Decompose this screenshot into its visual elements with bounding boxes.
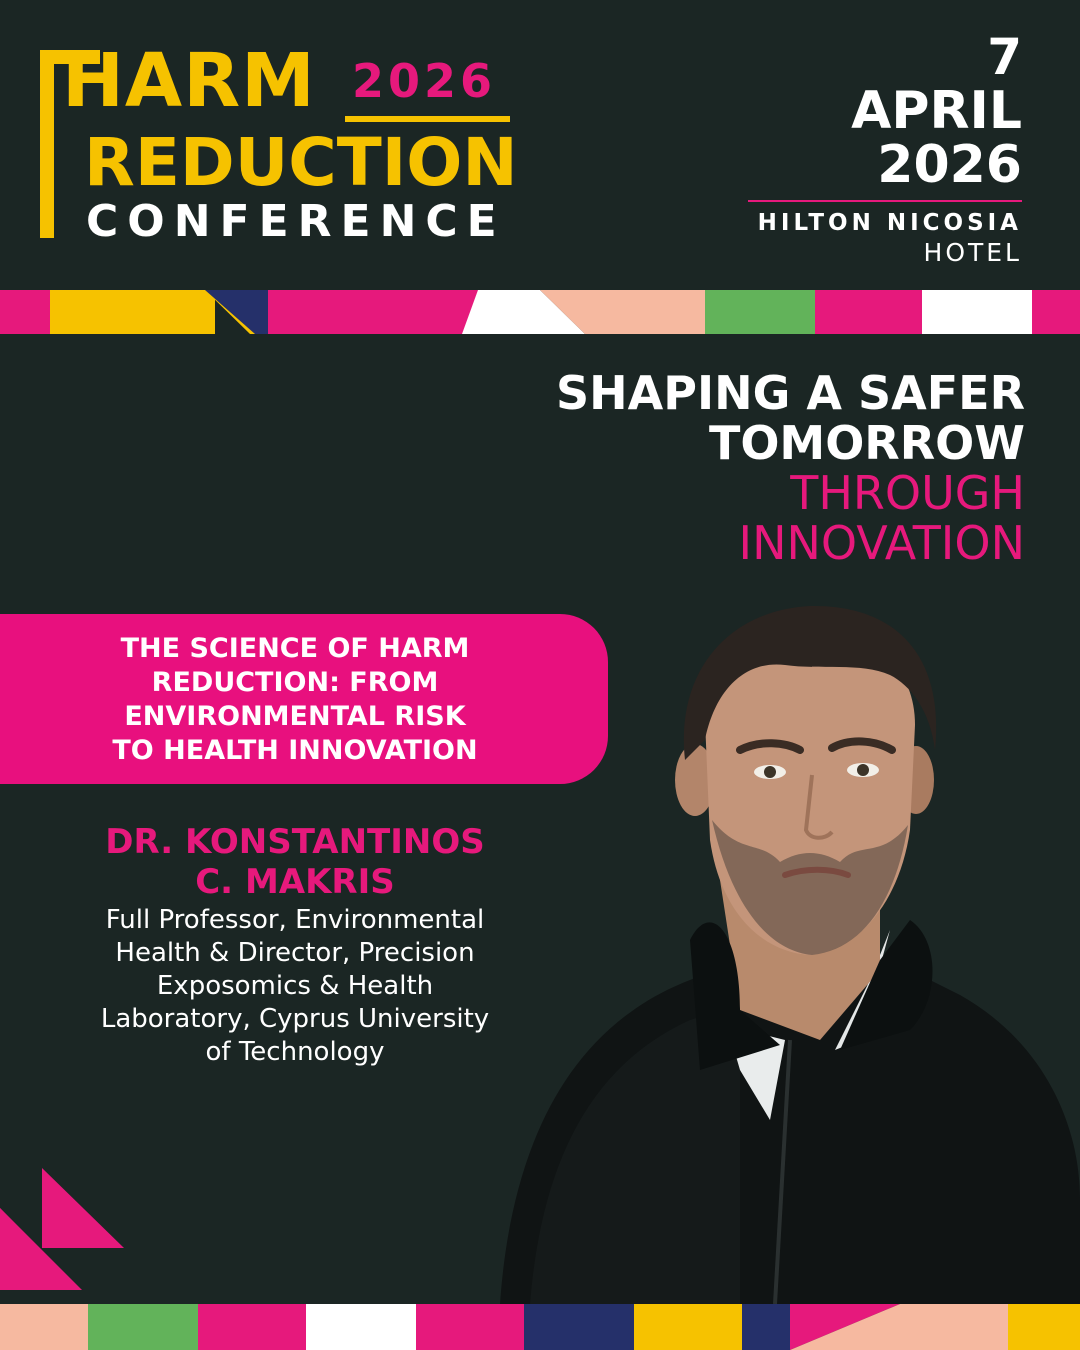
- speaker-info: [0, 822, 590, 1069]
- tagline-line-3: THROUGH: [790, 466, 1025, 520]
- event-date: [851, 28, 1022, 195]
- session-title-line: TO HEALTH INNOVATION: [112, 735, 478, 766]
- logo-word-harm: HARM: [62, 38, 316, 124]
- tagline-line-4: INNOVATION: [738, 516, 1025, 570]
- speaker-name-line-2: C. MAKRIS: [195, 862, 395, 902]
- session-title-line: ENVIRONMENTAL RISK: [124, 701, 466, 732]
- speaker-role: [0, 904, 590, 1069]
- speaker-role-line: of Technology: [205, 1037, 385, 1067]
- stripe-bottom-graphic: [0, 1304, 1080, 1350]
- session-title-banner: [0, 614, 608, 784]
- speaker-role-line: Exposomics & Health: [156, 971, 434, 1001]
- speaker-name: [0, 822, 590, 902]
- logo-word-reduction: REDUCTION: [84, 124, 518, 201]
- speaker-name-line-1: DR. KONSTANTINOS: [105, 822, 485, 862]
- logo-bracket-vertical: [40, 50, 54, 238]
- color-stripe-top: [0, 290, 1080, 334]
- speaker-role-line: Health & Director, Precision: [115, 938, 475, 968]
- session-title-line: THE SCIENCE OF HARM: [120, 633, 470, 664]
- speaker-role-line: Laboratory, Cyprus University: [100, 1004, 490, 1034]
- event-month: APRIL: [851, 81, 1022, 141]
- tagline-line-1: SHAPING A SAFER: [556, 366, 1025, 420]
- logo-year: 2026: [352, 54, 497, 108]
- session-title-line: REDUCTION: FROM: [151, 667, 439, 698]
- triangle-decor: [0, 1160, 130, 1304]
- venue-type: HOTEL: [923, 238, 1022, 267]
- date-divider: [748, 200, 1022, 202]
- tagline-line-2: TOMORROW: [708, 416, 1025, 470]
- event-year: 2026: [877, 135, 1022, 195]
- color-stripe-bottom: [0, 1304, 1080, 1350]
- event-day: 7: [987, 28, 1022, 86]
- session-title: [0, 632, 590, 768]
- logo-word-conference: CONFERENCE: [86, 196, 506, 247]
- conference-tagline: [556, 368, 1025, 568]
- conference-logo: [40, 38, 520, 250]
- stripe-top-graphic: [0, 290, 1080, 334]
- logo-underline: [345, 116, 510, 122]
- venue-name: HILTON NICOSIA: [757, 210, 1022, 236]
- speaker-role-line: Full Professor, Environmental: [105, 905, 485, 935]
